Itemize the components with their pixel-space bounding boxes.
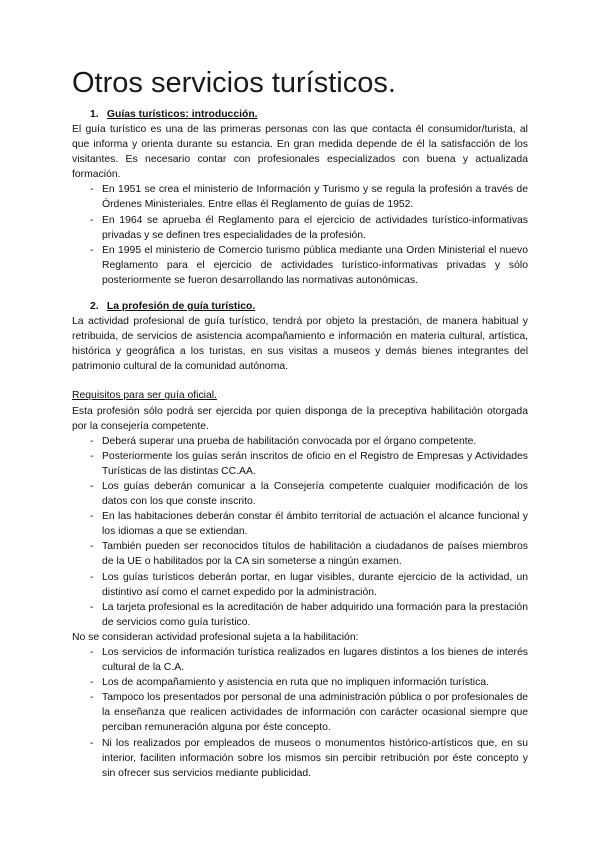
list-item: - Los guías turísticos deberán portar, en lugar visibles, durante ejercicio de la actividad, un distintivo así como el carnet expedido por la administración.: [72, 570, 528, 600]
list-item: - Tampoco los presentados por personal de una administración pública o por profesionales de la enseñanza que realicen actividades de información con carácter ocasional siempre que perciban remuneración alguna por éste concepto.: [72, 690, 528, 735]
no-profesional-intro: No se consideran actividad profesional sujeta a la habilitación:: [72, 631, 359, 643]
section-number: 1.: [90, 109, 99, 120]
document-page: [72, 66, 528, 781]
list-item: - Los servicios de información turística realizados en lugares distintos a los bienes de interés cultural de la C.A.: [72, 645, 528, 675]
section-paragraph: El guía turístico es una de las primeras personas con las que contacta él consumidor/turista, al que informa y orienta durante su estancia. En gran medida depende de él la satisfacción de los visitantes. Es necesario contar con profesionales especializados con buena y actualizada formación.: [72, 124, 528, 181]
list-item: - Los de acompañamiento y asistencia en ruta que no impliquen información turística.: [72, 675, 528, 690]
history-list: [72, 182, 528, 288]
list-item: - Deberá superar una prueba de habilitación convocada por el órgano competente.: [72, 434, 528, 449]
list-item: - La tarjeta profesional es la acreditación de haber adquirido una formación para la prestación de servicios como guía turístico.: [72, 600, 528, 630]
list-item: - En 1951 se crea el ministerio de Información y Turismo y se regula la profesión a través de Órdenes Ministeriales. Entre ellas él Reglamento de guías de 1952.: [72, 182, 528, 212]
section-heading-1: [72, 108, 528, 121]
section-paragraph: La actividad profesional de guía turístico, tendrá por objeto la prestación, de manera habitual y retribuida, de servicios de asistencia acompañamiento e información en materia cultural, artística, histórica y geográfica a los turistas, en sus visitas a museos y demás bienes integrantes del patrimonio cultural de la comunidad autónoma.: [72, 316, 528, 373]
requisitos-list: [72, 434, 528, 630]
list-item: - También pueden ser reconocidos títulos de habilitación a ciudadanos de países miembros de la UE o habilitados por la CA sin someterse a ningún examen.: [72, 539, 528, 569]
section-heading-text: Guías turísticos: introducción.: [106, 109, 258, 120]
list-item: - En 1964 se aprueba él Reglamento para el ejercicio de actividades turístico-informativas privadas y se definen tres especialidades de la profesión.: [72, 213, 528, 243]
list-item: - Ni los realizados por empleados de museos o monumentos histórico-artísticos que, en su interior, faciliten información sobre los mismos sin percibir retribución por éste concepto y sin ofrecer sus servicios mediante publicidad.: [72, 736, 528, 781]
requisitos-intro: Esta profesión sólo podrá ser ejercida por quien disponga de la preceptiva habilitación otorgada por la consejería competente.: [72, 405, 528, 432]
section-heading-text: La profesión de guía turístico.: [106, 301, 256, 313]
list-item: - En 1995 el ministerio de Comercio turismo pública mediante una Orden Ministerial el nuevo Reglamento para el ejercicio de actividades turístico-informativas privadas y sólo posteriormente se fueron desarrollando las normativas autonómicas.: [72, 243, 528, 288]
list-item: - Los guías deberán comunicar a la Consejería competente cualquier modificación de los datos con los que conste inscrito.: [72, 479, 528, 509]
no-profesional-list: [72, 645, 528, 781]
section-number: 2.: [90, 301, 99, 313]
requisitos-heading: Requisitos para ser guía oficial.: [72, 390, 217, 402]
page-title: Otros servicios turísticos.: [72, 67, 396, 99]
list-item: - En las habitaciones deberán constar él ámbito territorial de actuación el alcance funcional y los idiomas a que se extiendan.: [72, 509, 528, 539]
list-item: - Posteriormente los guías serán inscritos de oficio en el Registro de Empresas y Actividades Turísticas de las distintas CC.AA.: [72, 449, 528, 479]
section-heading-2: [72, 300, 528, 313]
